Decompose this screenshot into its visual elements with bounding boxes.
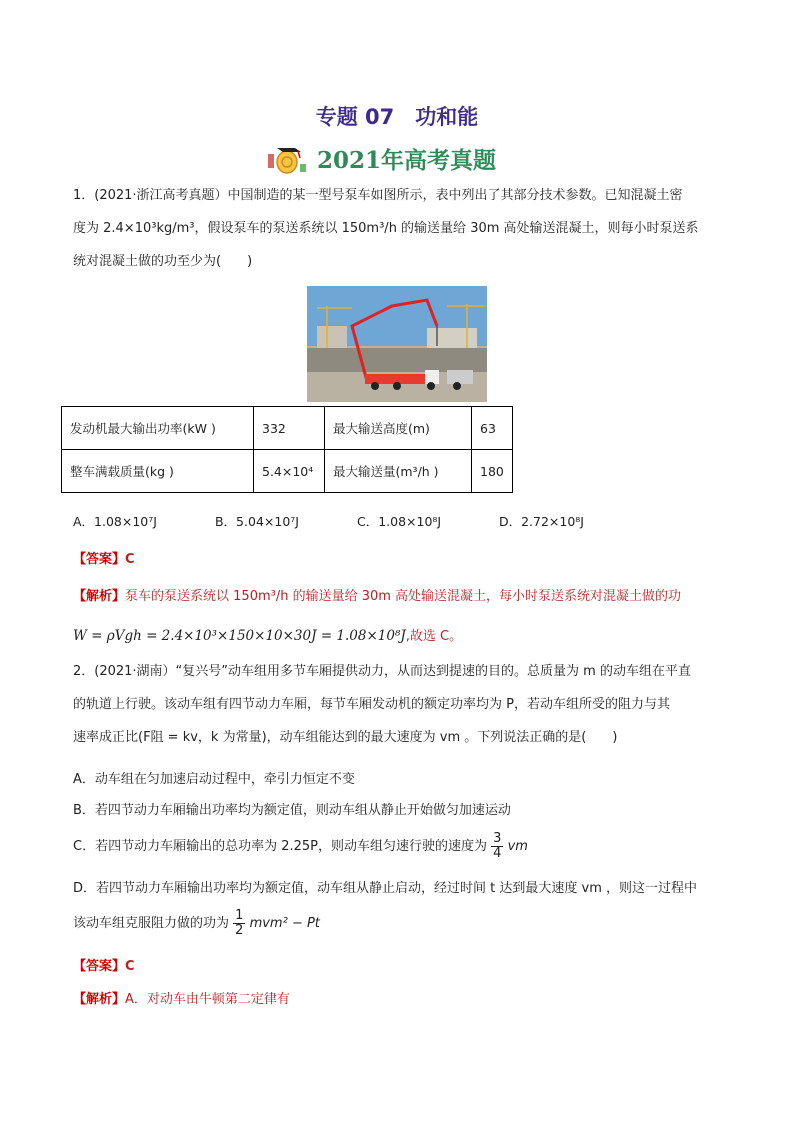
q2-option-a[interactable]: A．动车组在匀加速启动过程中，牵引力恒定不变	[73, 772, 355, 787]
option-a[interactable]: A．1.08×10⁷J	[73, 514, 157, 529]
table-cell: 180	[472, 450, 513, 493]
answer-value: C	[125, 552, 135, 567]
q2-line-2: 的轨道上行驶。该动车组有四节动力车厢，每节车厢发动机的额定功率均为 P，若动车组所受的阻力与其	[73, 697, 670, 712]
analysis-label: 【解析】	[73, 992, 126, 1007]
q2-analysis	[73, 987, 723, 1012]
table-cell: 332	[254, 407, 325, 450]
formula-tail: ,故选 C。	[405, 629, 463, 644]
pump-truck-photo	[307, 286, 487, 402]
q1-line-1: 1．(2021·浙江高考真题）中国制造的某一型号泵车如图所示，表中列出了其部分技术参数。已知混凝土密	[73, 188, 683, 203]
section-header	[265, 140, 496, 176]
q1-stem	[73, 183, 723, 274]
q2-option-b[interactable]: B．若四节动力车厢输出功率均为额定值，则动车组从静止开始做匀加速运动	[73, 803, 511, 818]
option-c-text: C．若四节动力车厢输出的总功率为 2.25P，则动车组匀速行驶的速度为	[73, 839, 487, 854]
q1-options	[73, 512, 609, 530]
option-d-line-2: 该动车组克服阻力做的功为 $\frac{1}{2}$ mvm² − Pt	[73, 908, 320, 938]
q2-stem	[73, 659, 723, 750]
analysis-text: 泵车的泵送系统以 150m³/h 的输送量给 30m 高处输送混凝土，每小时泵送系统对混凝土做的功	[125, 589, 682, 604]
table-row	[62, 450, 513, 493]
q1-answer	[73, 547, 723, 572]
analysis-label: 【解析】	[73, 589, 126, 604]
table-cell: 63	[472, 407, 513, 450]
option-d-line-1: D．若四节动力车厢输出功率均为额定值，动车组从静止启动，经过时间 t 达到最大速度 vm ，则这一过程中	[73, 881, 697, 896]
section-subtitle: 2021年高考真题	[317, 146, 497, 174]
q1-line-2: 度为 2.4×10³kg/m³，假设泵车的泵送系统以 150m³/h 的输送量给 30m 高处输送混凝土，则每小时泵送系	[73, 221, 699, 236]
table-cell: 最大输送高度(m)	[325, 407, 472, 450]
answer-label: 【答案】	[73, 959, 126, 974]
q2-option-c[interactable]	[73, 832, 723, 861]
table-cell: 5.4×10⁴	[254, 450, 325, 493]
q2-line-1: 2．(2021·湖南）“复兴号”动车组用多节车厢提供动力，从而达到提速的目的。总质量为 m 的动车组在平直	[73, 664, 691, 679]
option-d-tail: mvm² − Pt	[249, 916, 320, 931]
answer-value: C	[125, 959, 135, 974]
q1-formula	[73, 625, 462, 644]
table-cell: 整车满载质量(kg )	[62, 450, 254, 493]
q1-analysis	[73, 584, 723, 609]
q2-line-3: 速率成正比(F阻 = kv，k 为常量)，动车组能达到的最大速度为 vm 。下列说法正确的是( )	[73, 730, 618, 745]
option-c-tail: vm	[507, 839, 528, 854]
fraction-three-quarters: $\frac{3}{4}$	[493, 831, 502, 861]
option-b[interactable]: B．5.04×10⁷J	[214, 514, 299, 529]
q2-option-d[interactable]	[73, 876, 723, 938]
option-c[interactable]: C．1.08×10⁸J	[356, 514, 442, 529]
answer-label: 【答案】	[73, 552, 126, 567]
page-title: 专题 07 功和能	[315, 105, 479, 129]
work-formula: W = ρVgh = 2.4×10³×150×10×30J = 1.08×10⁸J	[73, 628, 406, 644]
option-d[interactable]: D．2.72×10⁸J	[498, 514, 584, 529]
table-cell: 发动机最大输出功率(kW )	[62, 407, 254, 450]
analysis-text: A．对动车由牛顿第二定律有	[125, 992, 290, 1007]
fraction-one-half: $\frac{1}{2}$	[235, 908, 244, 938]
table-row	[62, 407, 513, 450]
table-cell: 最大输送量(m³/h )	[325, 450, 472, 493]
graduate-mascot-icon	[265, 140, 309, 176]
spec-table	[61, 406, 513, 493]
q1-line-3: 统对混凝土做的功至少为( )	[73, 254, 253, 269]
q2-answer	[73, 954, 723, 979]
